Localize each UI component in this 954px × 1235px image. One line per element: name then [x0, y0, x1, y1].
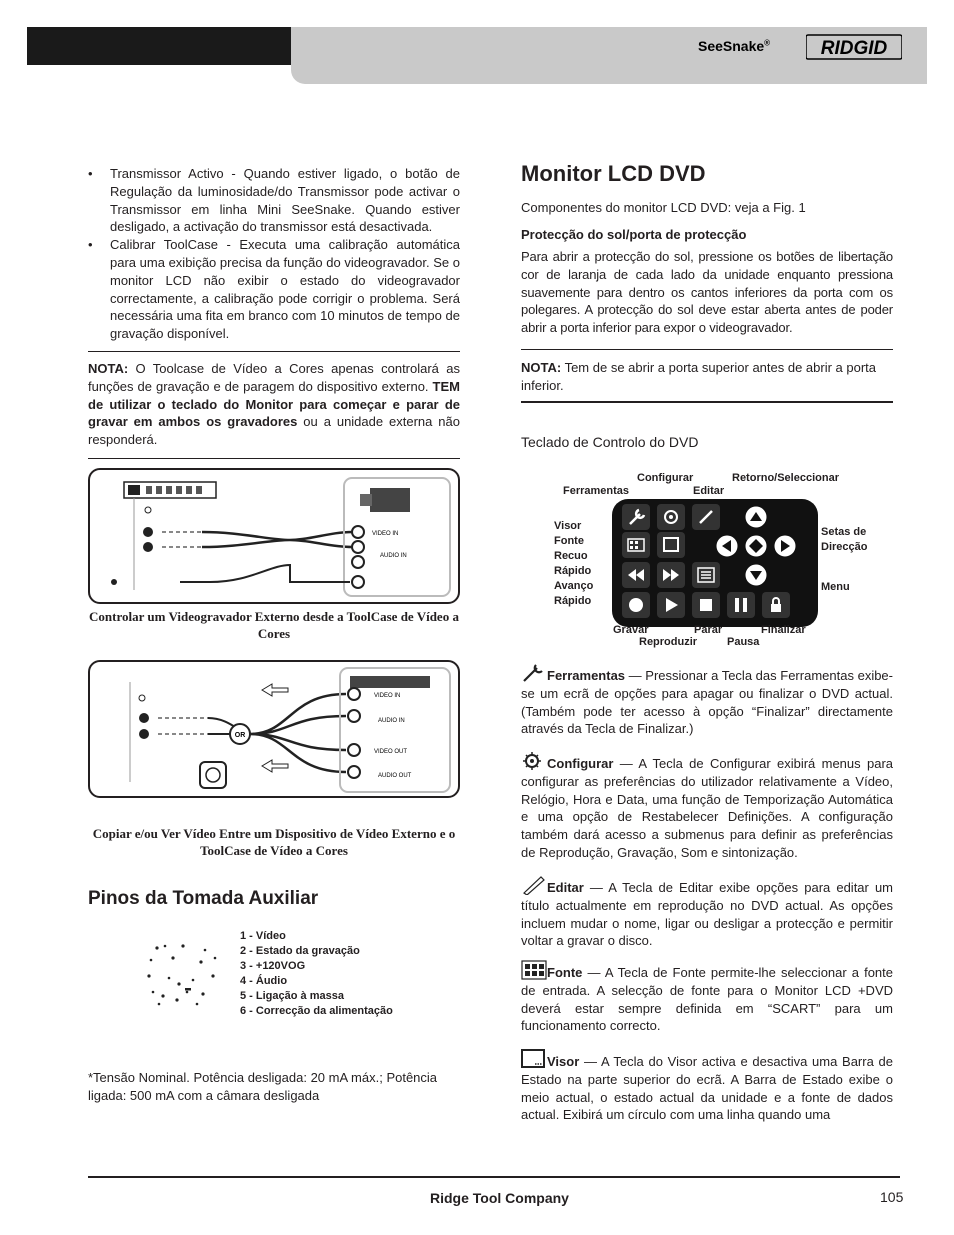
item-configurar	[521, 751, 893, 862]
label-menu: Menu	[821, 581, 850, 593]
label-ferramentas: Ferramentas	[563, 485, 630, 497]
right-top	[521, 161, 893, 186]
pin-item: 1 - Vídeo	[240, 930, 286, 942]
components-text: Componentes do monitor LCD DVD: veja a Fig. 1	[521, 200, 806, 215]
finalize-lock-icon[interactable]	[762, 592, 790, 618]
wiring-diagram-2	[90, 662, 458, 796]
sun-heading: Protecção do sol/porta de protecção	[521, 227, 747, 242]
gear-icon	[521, 751, 547, 771]
label-editar: Editar	[693, 485, 725, 497]
label-retorno: Retorno/Seleccionar	[732, 472, 839, 484]
caption-diagram-1: Controlar um Videogravador Externo desde a ToolCase de Vídeo a Cores	[89, 609, 459, 641]
note-text: O Toolcase de Vídeo a Cores apenas controlará as funções de gravação e de paragem do dispositivo externo.	[88, 361, 460, 394]
svg-text:AUDIO IN: AUDIO IN	[380, 553, 407, 559]
svg-text:OR: OR	[234, 732, 246, 739]
fast-forward-icon[interactable]	[657, 562, 685, 588]
gear-icon[interactable]	[657, 504, 685, 530]
bullet-transmitter: • Transmissor Activo - Quando estiver ligado, o botão de Regulação da luminosidade/do Transmissor pode activar o Transmissor em linha Mini SeeSnake. Quando estiver desligado, a activação do transmissor está desactivada.	[88, 165, 460, 236]
diagram-external-vcr	[88, 468, 460, 604]
item-term: Fonte	[547, 965, 583, 980]
label-setas: Setas de	[821, 526, 867, 538]
label-rapido: Rápido	[554, 595, 592, 607]
direction-arrows	[713, 504, 803, 588]
pins-list	[240, 929, 393, 1019]
pin-item: 6 - Correcção da alimentação	[240, 1005, 393, 1017]
play-icon[interactable]	[657, 592, 685, 618]
page-title: Monitor LCD DVD	[521, 161, 706, 186]
item-term: Editar	[547, 880, 584, 895]
item-fonte	[521, 960, 893, 1035]
svg-text:RIDGID: RIDGID	[820, 38, 888, 59]
bullet-calibrate: • Calibrar ToolCase - Executa uma calibração automática para uma exibição precisa da função do videogravador. Se o monitor LCD não exibir o estado do videogravador correctamente, a calibração pode corrigir o problema. Será necessária uma fita em branco com 10 minutos de tempo de gravação disponível.	[88, 236, 460, 343]
item-term: Ferramentas	[547, 668, 626, 683]
item-editar	[521, 875, 893, 950]
note-text: Tem de se abrir a porta superior antes de abrir a porta inferior.	[521, 360, 877, 393]
item-text: — Pressionar a Tecla das Ferramentas exibe-se um ecrã de opções para apagar ou finalizar o DVD actual. (Também pode ter acesso à opção “Finalizar” directamente através da Tecla de Finalizar.)	[521, 668, 893, 737]
pencil-icon	[521, 875, 547, 895]
stop-icon[interactable]	[692, 592, 720, 618]
label-parar: Parar	[694, 624, 723, 636]
keypad-heading: Teclado de Controlo do DVD	[521, 434, 699, 450]
wiring-diagram-1	[90, 470, 458, 602]
label-visor: Visor	[554, 520, 582, 532]
label-fonte: Fonte	[554, 535, 584, 547]
label-pausa: Pausa	[727, 636, 760, 648]
ridgid-logo	[806, 33, 902, 61]
wrench-icon	[521, 663, 547, 683]
pins-section	[88, 890, 460, 908]
display-icon	[521, 1049, 547, 1069]
diagram-copy-view-video	[88, 660, 460, 798]
divider	[521, 401, 893, 403]
item-ferramentas	[521, 663, 893, 738]
pin-item: 2 - Estado da gravação	[240, 945, 360, 957]
note-bold: TEM de utilizar o teclado do Monitor para começar e parar de gravar em ambos os gravadores	[88, 378, 460, 430]
label-reproduzir: Reproduzir	[639, 636, 698, 648]
svg-text:AUDIO IN: AUDIO IN	[378, 718, 405, 724]
label-rapido: Rápido	[554, 565, 592, 577]
source-icon	[521, 960, 547, 980]
divider	[88, 458, 460, 459]
note-label: NOTA:	[521, 360, 562, 375]
left-bullets	[88, 165, 460, 343]
record-icon[interactable]	[622, 592, 650, 618]
pin-item: 4 - Áudio	[240, 975, 288, 987]
item-visor	[521, 1049, 893, 1124]
rewind-icon[interactable]	[622, 562, 650, 588]
header-grey-tab	[291, 65, 927, 84]
page-number: 105	[880, 1189, 904, 1205]
note-label: NOTA:	[88, 361, 129, 376]
note-box	[88, 360, 460, 449]
item-text: — A Tecla de Fonte permite-lhe seleccionar a fonte de entrada. A selecção de fonte para o Monitor LCD +DVD deverá estar sempre definida em “SCART” para um funcionamento correcto.	[521, 965, 893, 1034]
item-text: — A Tecla do Visor activa e desactiva uma Barra de Estado na parte superior do ecrã. A Barra de Estado exibe o meio actual, o estado actual da unidade e a fonte de dados actual. Exibirá um círculo com uma linha quando uma	[521, 1054, 893, 1123]
source-icon[interactable]	[622, 532, 650, 558]
divider	[521, 349, 893, 350]
svg-text:VIDEO OUT: VIDEO OUT	[374, 749, 408, 755]
note-text-end: ou a unidade externa não responderá.	[88, 414, 460, 448]
right-note	[521, 359, 893, 395]
footer-rule	[88, 1176, 900, 1178]
divider	[88, 351, 460, 352]
item-term: Visor	[547, 1054, 580, 1069]
label-gravar: Gravar	[613, 624, 649, 636]
pin-item: 5 - Ligação à massa	[240, 990, 344, 1002]
label-avanco: Avanço	[554, 580, 594, 592]
footer-company: Ridge Tool Company	[430, 1190, 569, 1206]
pins-footnote: *Tensão Nominal. Potência desligada: 20 mA máx.; Potência ligada: 500 mA com a câmara desligada	[88, 1070, 438, 1103]
item-text: — A Tecla de Configurar exibirá menus para configurar as preferências do utilizador relativamente a Vídeo, Relógio, Hora e Data, uma função de Temporização Automática e uma opção de Restabelecer Definições. A configuração também dará acesso a submenus para definir as preferências de Reprodução, Gravação, Som e sintonização.	[521, 756, 893, 860]
wrench-icon[interactable]	[622, 504, 650, 530]
pause-icon[interactable]	[727, 592, 755, 618]
svg-text:AUDIO OUT: AUDIO OUT	[378, 773, 412, 779]
pins-heading: Pinos da Tomada Auxiliar	[88, 888, 319, 909]
dvd-keypad-diagram	[521, 468, 893, 654]
product-name: SeeSnake®	[698, 38, 771, 54]
label-direccao: Direcção	[821, 541, 868, 553]
label-configurar: Configurar	[637, 472, 694, 484]
caption-diagram-2: Copiar e/ou Ver Vídeo Entre um Dispositivo de Vídeo Externo e o ToolCase de Vídeo a Cores	[92, 826, 456, 858]
item-text: — A Tecla de Editar exibe opções para editar um título actualmente em reprodução no DVD actual. As opções incluem mudar o nome, ligar ou desligar a protecção e permitir voltar a gravar o disco.	[521, 880, 893, 949]
pin-item: 3 - +120VOG	[240, 960, 306, 972]
sun-text: Para abrir a protecção do sol, pressione os botões de libertação cor de laranja de cada lado da unidade enquanto pressiona suavemente para dentro os cantos inferiores da porta com os polegares. A protecção do sol deve estar aberta antes de poder abrir a porta inferior para expor o videogravador.	[521, 249, 893, 336]
aux-socket-pins-diagram	[143, 940, 223, 1010]
svg-text:VIDEO IN: VIDEO IN	[374, 693, 401, 699]
label-finalizar: Finalizar	[761, 624, 806, 636]
display-icon[interactable]	[657, 532, 685, 558]
item-term: Configurar	[547, 756, 614, 771]
label-recuo: Recuo	[554, 550, 588, 562]
svg-text:VIDEO IN: VIDEO IN	[372, 531, 399, 537]
header-black-bar	[27, 27, 291, 65]
